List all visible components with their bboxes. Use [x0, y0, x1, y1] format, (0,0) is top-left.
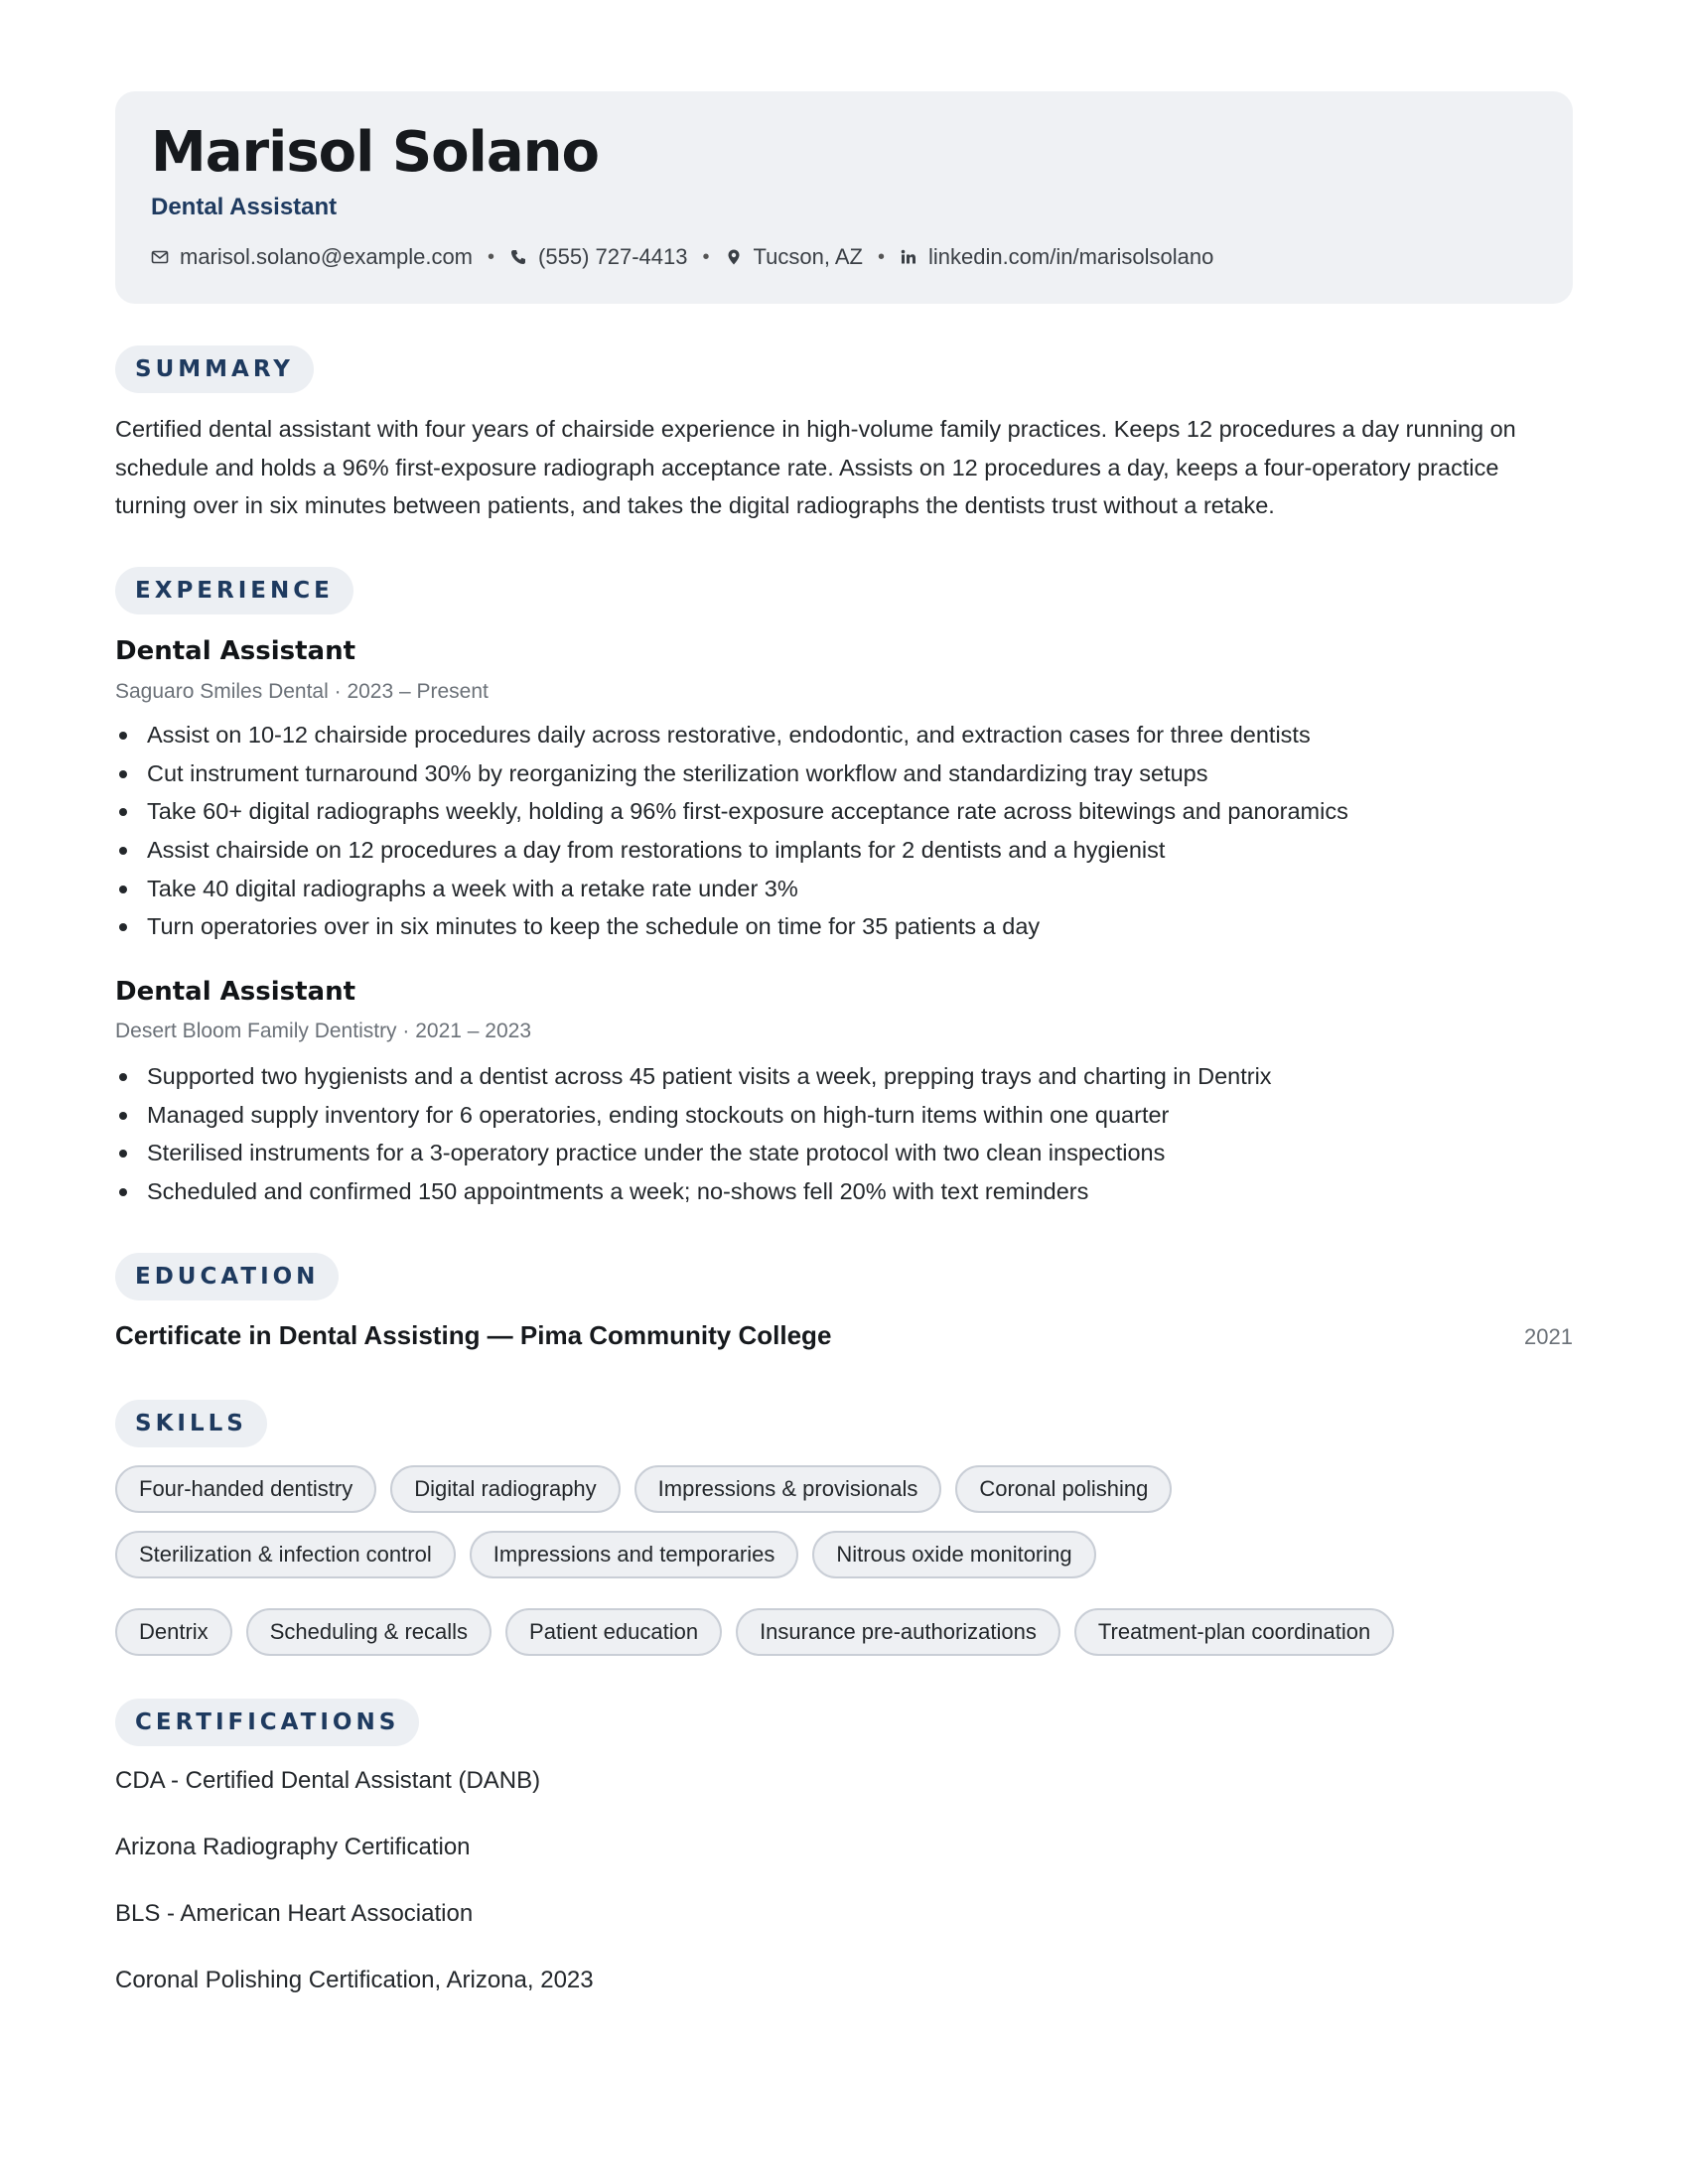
- certification-item: Arizona Radiography Certification: [115, 1834, 471, 1860]
- list-item: Take 40 digital radiographs a week with a retake rate under 3%: [115, 870, 1348, 908]
- job-title: Dental Assistant: [115, 977, 356, 1007]
- linkedin-text: linkedin.com/in/marisolsolano: [927, 244, 1214, 269]
- contact-location: [725, 244, 863, 270]
- skills-row: [115, 1608, 1408, 1656]
- contact-phone[interactable]: [509, 244, 687, 270]
- job-bullets: [115, 716, 1348, 946]
- mail-icon: [151, 248, 169, 266]
- skill-chip: Impressions & provisionals: [634, 1465, 942, 1513]
- contact-row: [151, 244, 1537, 270]
- certifications-heading: CERTIFICATIONS: [115, 1699, 419, 1746]
- certification-item: Coronal Polishing Certification, Arizona, 2023: [115, 1967, 594, 1993]
- email-text: marisol.solano@example.com: [180, 244, 474, 269]
- skill-chip: Four-handed dentistry: [115, 1465, 376, 1513]
- list-item: Sterilised instruments for a 3-operatory practice under the state protocol with two clean inspections: [115, 1134, 1272, 1172]
- skill-chip: Sterilization & infection control: [115, 1531, 456, 1578]
- skill-chip: Coronal polishing: [955, 1465, 1172, 1513]
- contact-linkedin[interactable]: [900, 244, 1213, 270]
- header-card: [115, 91, 1573, 304]
- education-heading: EDUCATION: [115, 1253, 339, 1300]
- education-title: Certificate in Dental Assisting — Pima Community College: [115, 1320, 832, 1350]
- skill-chip: Scheduling & recalls: [246, 1608, 492, 1656]
- education-year: 2021: [1524, 1324, 1573, 1349]
- experience-heading: EXPERIENCE: [115, 567, 353, 614]
- contact-email[interactable]: [151, 244, 473, 270]
- list-item: Assist chairside on 12 procedures a day from restorations to implants for 2 dentists and a hygienist: [115, 831, 1348, 870]
- separator-dot: •: [702, 245, 710, 268]
- job-title: Dental Assistant: [115, 636, 356, 666]
- certification-item: BLS - American Heart Association: [115, 1900, 474, 1927]
- skill-chip: Digital radiography: [390, 1465, 620, 1513]
- location-text: Tucson, AZ: [753, 244, 863, 269]
- summary-heading: SUMMARY: [115, 345, 314, 393]
- skill-chip: Impressions and temporaries: [470, 1531, 799, 1578]
- candidate-name: Marisol Solano: [151, 120, 599, 185]
- separator-dot: •: [877, 245, 885, 268]
- skills-row: [115, 1465, 1186, 1513]
- list-item: Supported two hygienists and a dentist across 45 patient visits a week, prepping trays and charting in Dentrix: [115, 1057, 1272, 1096]
- skill-chip: Patient education: [505, 1608, 722, 1656]
- list-item: Turn operatories over in six minutes to keep the schedule on time for 35 patients a day: [115, 907, 1348, 946]
- separator-dot: •: [488, 245, 495, 268]
- phone-text: (555) 727-4413: [538, 244, 688, 269]
- skill-chip: Nitrous oxide monitoring: [812, 1531, 1095, 1578]
- phone-icon: [509, 248, 527, 266]
- summary-text: Certified dental assistant with four years of chairside experience in high-volume family practices. Keeps 12 procedures a day running on schedule and holds a 96% first-exposure radiograph acceptance rate. Assists on 12 procedures a day, keeps a four-operatory practice turning over in six minutes between patients, and takes the digital radiographs the dentists trust without a retake.: [115, 416, 1516, 518]
- education-entry: [115, 1320, 1573, 1351]
- skill-chip: Treatment-plan coordination: [1074, 1608, 1394, 1656]
- skill-chip: Dentrix: [115, 1608, 232, 1656]
- linkedin-icon: [900, 248, 917, 266]
- list-item: Take 60+ digital radiographs weekly, holding a 96% first-exposure acceptance rate across bitewings and panoramics: [115, 792, 1348, 831]
- list-item: Scheduled and confirmed 150 appointments a week; no-shows fell 20% with text reminders: [115, 1172, 1272, 1211]
- map-pin-icon: [725, 248, 743, 266]
- list-item: Cut instrument turnaround 30% by reorganizing the sterilization workflow and standardizing tray setups: [115, 754, 1348, 793]
- job-meta: Desert Bloom Family Dentistry · 2021 – 2023: [115, 1020, 532, 1042]
- list-item: Assist on 10-12 chairside procedures daily across restorative, endodontic, and extraction cases for three dentists: [115, 716, 1348, 754]
- skills-row: [115, 1531, 1110, 1578]
- job-bullets: [115, 1057, 1272, 1211]
- candidate-role: Dental Assistant: [151, 194, 338, 220]
- skills-heading: SKILLS: [115, 1400, 267, 1447]
- skill-chip: Insurance pre-authorizations: [736, 1608, 1060, 1656]
- certification-item: CDA - Certified Dental Assistant (DANB): [115, 1767, 541, 1794]
- job-meta: Saguaro Smiles Dental · 2023 – Present: [115, 680, 489, 703]
- list-item: Managed supply inventory for 6 operatories, ending stockouts on high-turn items within one quarter: [115, 1096, 1272, 1135]
